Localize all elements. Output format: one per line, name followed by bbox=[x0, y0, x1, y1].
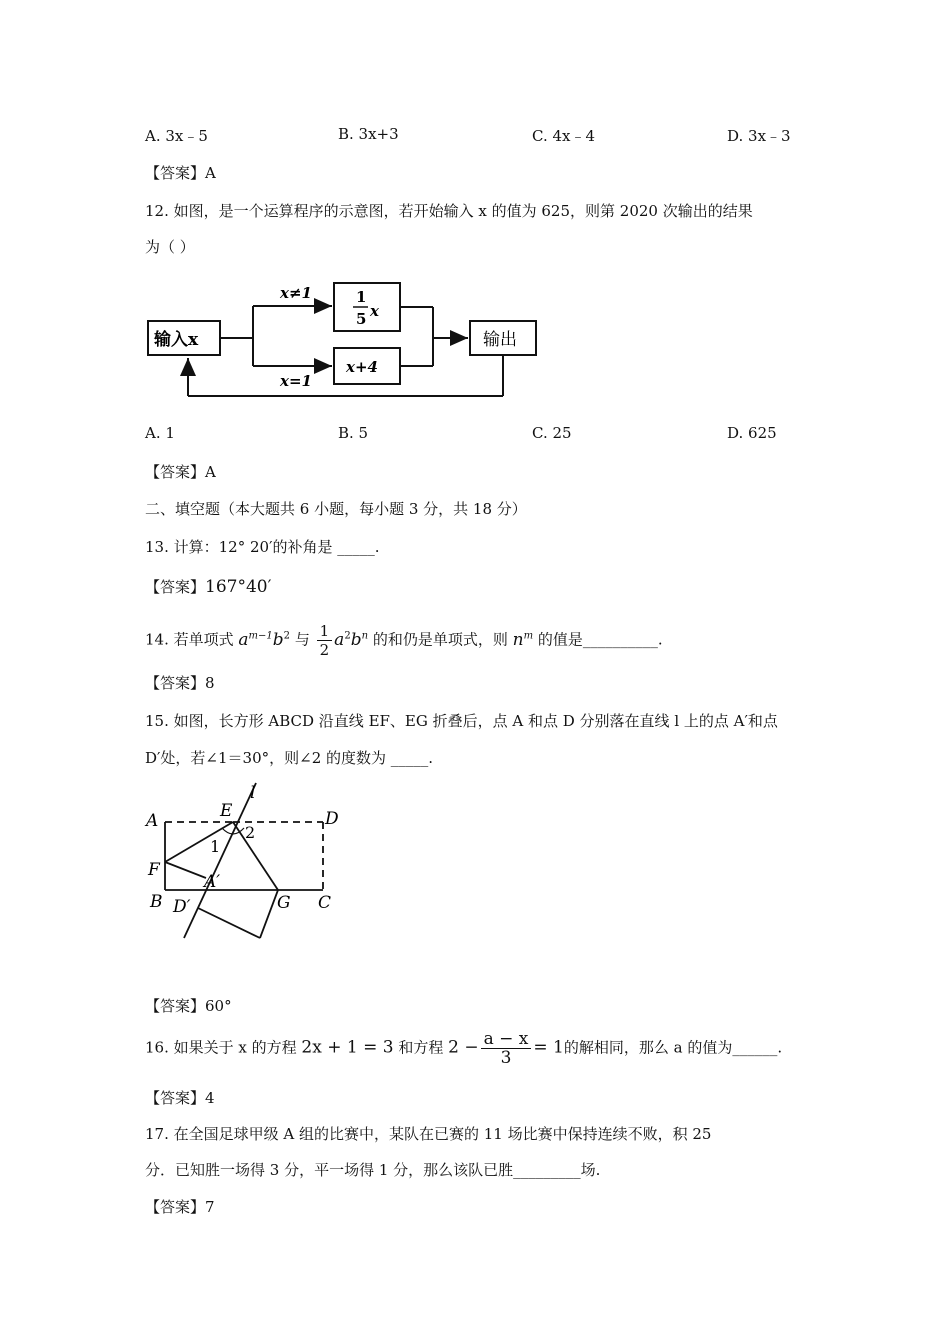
q14-stem: 14. 若单项式 $a^{m-1}b^2$ 与 $\frac{1}{2}$ $a^2b^n$ 的和仍是单项式，则 $n^m$ 的值是__________. bbox=[145, 622, 663, 659]
q15-stem-line1: 15. 如图，长方形 ABCD 沿直线 EF、EG 折叠后，点 A 和点 D 分别落在直线 l 上的点 A′和点 bbox=[145, 712, 778, 730]
q16-eq2-left: 2 − bbox=[448, 1037, 479, 1058]
q12-option-a: A. 1 bbox=[145, 424, 175, 442]
q12-option-d: D. 625 bbox=[727, 424, 777, 442]
q12-stem-line2: 为（ ） bbox=[145, 238, 195, 256]
frac-var: x bbox=[370, 302, 379, 320]
q12-option-b: B. 5 bbox=[338, 424, 369, 442]
q13-stem: 13. 计算：12° 20′的补角是 _____. bbox=[145, 538, 380, 556]
q16-answer: 【答案】4 bbox=[145, 1089, 215, 1107]
q15-answer: 【答案】60° bbox=[145, 997, 232, 1015]
add-label: x+4 bbox=[346, 358, 378, 376]
q14-mono1-a: a bbox=[238, 629, 249, 650]
label-2: 2 bbox=[245, 823, 256, 842]
section-heading: 二、填空题（本大题共 6 小题，每小题 3 分，共 18 分） bbox=[145, 500, 527, 518]
q12-flow-diagram bbox=[140, 278, 550, 403]
label-G: G bbox=[277, 893, 291, 913]
q14-suffix2: 的值是__________. bbox=[537, 630, 663, 649]
q12-stem-line1: 12. 如图，是一个运算程序的示意图，若开始输入 x 的值为 625，则第 2020 次输出的结果 bbox=[145, 202, 753, 220]
cond-top: x≠1 bbox=[280, 284, 312, 302]
label-C: C bbox=[318, 893, 332, 913]
q12-option-c: C. 25 bbox=[532, 424, 572, 442]
q16-mid: 和方程 bbox=[398, 1038, 444, 1057]
q17-answer: 【答案】7 bbox=[145, 1198, 215, 1216]
q13-answer-value: 167°40′ bbox=[205, 577, 272, 597]
q16-fraction: $\frac{a - x}{3}$ bbox=[481, 1030, 532, 1067]
q13-answer-prefix: 【答案】 bbox=[145, 578, 206, 596]
label-F: F bbox=[148, 860, 160, 880]
q16-eq1: 2x + 1 = 3 bbox=[301, 1037, 394, 1058]
q14-mono2-b: b bbox=[350, 629, 362, 650]
frac-den: 5 bbox=[356, 310, 367, 328]
q14-mid: 与 bbox=[294, 630, 310, 649]
q13-answer bbox=[145, 576, 271, 597]
q15-stem-line2: D′处，若∠1＝30°，则∠2 的度数为 _____. bbox=[145, 749, 434, 767]
q14-mono1-aexp: m−1 bbox=[248, 629, 273, 641]
label-B: B bbox=[150, 892, 163, 912]
label-D: D bbox=[325, 809, 339, 829]
output-label: 输出 bbox=[483, 330, 517, 350]
q11-option-b: B. 3x+3 bbox=[338, 125, 399, 143]
label-D-prime: D′ bbox=[173, 897, 191, 917]
q14-answer: 【答案】8 bbox=[145, 674, 215, 692]
label-1: 1 bbox=[210, 837, 221, 856]
q14-prefix: 14. 若单项式 bbox=[145, 630, 234, 649]
q14-mono1-bexp: 2 bbox=[283, 629, 291, 641]
q16-suffix: 的解相同，那么 a 的值为______. bbox=[563, 1038, 783, 1057]
label-A: A bbox=[146, 811, 159, 831]
q16-eq2-right: = 1 bbox=[533, 1037, 564, 1058]
input-label: 输入x bbox=[154, 330, 199, 350]
q15-fold-figure bbox=[140, 780, 360, 945]
frac-num: 1 bbox=[356, 288, 367, 306]
q14-fraction: $\frac{1}{2}$ bbox=[317, 622, 333, 659]
q16-stem bbox=[145, 1030, 782, 1067]
q11-answer: 【答案】A bbox=[145, 164, 216, 182]
q11-option-c: C. 4x﹣4 bbox=[532, 127, 596, 145]
q14-suffix1: 的和仍是单项式，则 bbox=[372, 630, 508, 649]
q14-mono2-a: a bbox=[334, 629, 345, 650]
q17-stem-line1: 17. 在全国足球甲级 A 组的比赛中，某队在已赛的 11 场比赛中保持连续不败，积 25 bbox=[145, 1125, 712, 1143]
label-l: l bbox=[250, 783, 256, 803]
q11-option-d: D. 3x﹣3 bbox=[727, 127, 791, 145]
q16-prefix: 16. 如果关于 x 的方程 bbox=[145, 1038, 297, 1057]
q14-n: n bbox=[512, 629, 524, 650]
q11-option-a: A. 3x﹣5 bbox=[145, 127, 208, 145]
q14-mono1-b: b bbox=[272, 629, 284, 650]
label-A-prime: A′ bbox=[204, 872, 221, 892]
label-E: E bbox=[220, 801, 233, 821]
q17-stem-line2: 分．已知胜一场得 3 分，平一场得 1 分，那么该队已胜_________场. bbox=[145, 1161, 601, 1179]
cond-bottom: x=1 bbox=[280, 372, 312, 390]
q12-answer: 【答案】A bbox=[145, 463, 216, 481]
